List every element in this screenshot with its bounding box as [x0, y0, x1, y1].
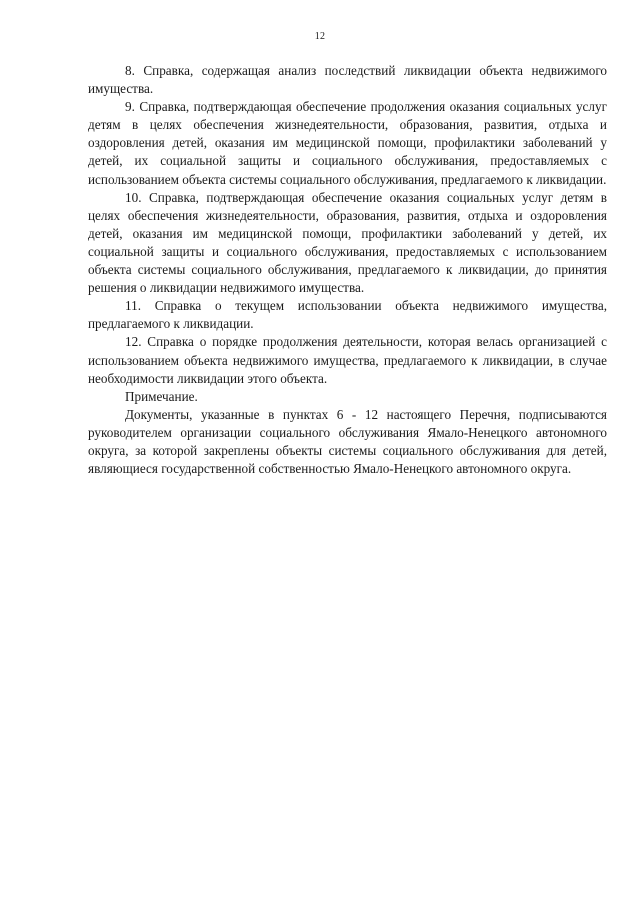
document-body [88, 62, 607, 478]
paragraph-item-12: 12. Справка о порядке продолжения деятельности, которая велась организацией с использованием объекта недвижимого имущества, предлагаемого к ликвидации, в случае необходимости ликвидации этого объекта. [88, 334, 607, 386]
page-number: 12 [314, 31, 326, 42]
paragraph-item-11: 11. Справка о текущем использовании объекта недвижимого имущества, предлагаемого к ликвидации. [88, 298, 607, 332]
paragraph-item-8: 8. Справка, содержащая анализ последствий ликвидации объекта недвижимого имущества. [88, 63, 607, 97]
paragraph-item-9: 9. Справка, подтверждающая обеспечение продолжения оказания социальных услуг детям в целях обеспечения жизнедеятельности, образования, развития, отдыха и оздоровления детей, оказания им медицинской помощи, профилактики заболеваний у детей, их социальной защиты и социального обслуживания, предоставляемых с использованием объекта системы социального обслуживания, предлагаемого к ликвидации. [88, 99, 607, 187]
note-text: Документы, указанные в пунктах 6 - 12 настоящего Перечня, подписываются руководителем организации социального обслуживания Ямало-Ненецкого автономного округа, за которой закреплены объекты системы социального обслуживания для детей, являющиеся государственной собственностью Ямало-Ненецкого автономного округа. [88, 406, 607, 477]
paragraph-item-10: 10. Справка, подтверждающая обеспечение оказания социальных услуг детям в целях обеспечения жизнедеятельности, образования, развития, отдыха и оздоровления детей, оказания им медицинской помощи, профилактики заболеваний у детей, их социальной защиты и социального обслуживания, предоставляемых с использованием объекта системы социального обслуживания, предлагаемого к ликвидации, до принятия решения о ликвидации недвижимого имущества. [88, 189, 607, 296]
note-heading: Примечание. [125, 388, 198, 404]
